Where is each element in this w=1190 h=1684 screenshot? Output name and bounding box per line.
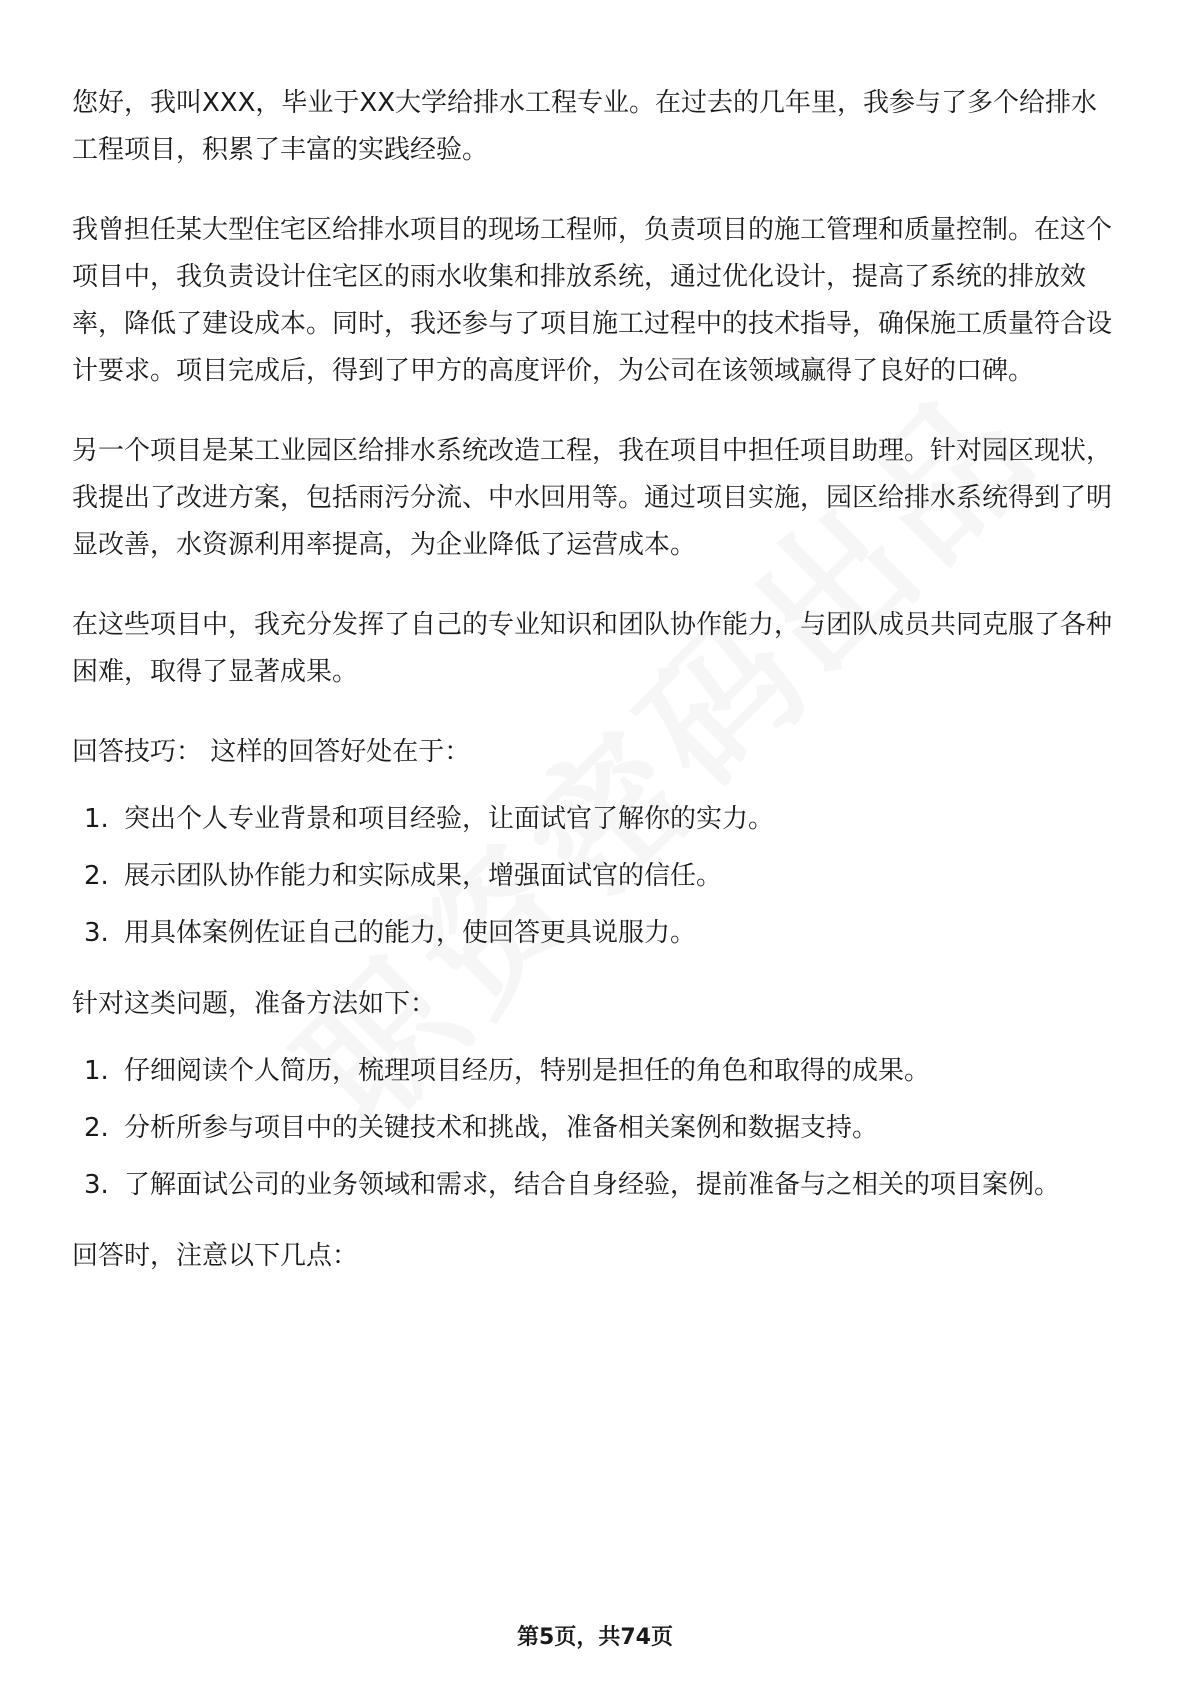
list-number: 2. (84, 1113, 109, 1143)
list-item-text: 用具体案例佐证自己的能力，使回答更具说服力。 (124, 918, 697, 948)
list-item (72, 910, 1118, 957)
list-number: 3. (84, 918, 109, 948)
list-item (72, 853, 1118, 900)
notes-heading: 回答时，注意以下几点： (72, 1241, 359, 1271)
list-item-text: 突出个人专业背景和项目经验，让面试官了解你的实力。 (124, 804, 775, 834)
paragraph-project-industrial: 另一个项目是某工业园区给排水系统改造工程，我在项目中担任项目助理。针对园区现状，我提出了改进方案，包括雨污分流、中水回用等。通过项目实施，园区给排水系统得到了明显改善，水资源利用率提高，为企业降低了运营成本。 (72, 436, 1113, 560)
document-body (72, 80, 1118, 1313)
list-item (72, 796, 1118, 843)
list-item-text: 分析所参与项目中的关键技术和挑战，准备相关案例和数据支持。 (124, 1113, 879, 1143)
list-number: 3. (84, 1170, 109, 1200)
paragraph-project-residential: 我曾担任某大型住宅区给排水项目的现场工程师，负责项目的施工管理和质量控制。在这个项目中，我负责设计住宅区的雨水收集和排放系统，通过优化设计，提高了系统的排放效率，降低了建设成本。同时，我还参与了项目施工过程中的技术指导，确保施工质量符合设计要求。项目完成后，得到了甲方的高度评价，为公司在该领域赢得了良好的口碑。 (72, 215, 1113, 386)
list-item-text: 展示团队协作能力和实际成果，增强面试官的信任。 (124, 861, 723, 891)
list-number: 1. (84, 804, 109, 834)
page-footer: 第5页，共74页 (517, 1625, 673, 1650)
list-number: 1. (84, 1056, 109, 1086)
paragraph-summary: 在这些项目中，我充分发挥了自己的专业知识和团队协作能力，与团队成员共同克服了各种困难，取得了显著成果。 (72, 610, 1113, 687)
paragraph-intro: 您好，我叫XXX，毕业于XX大学给排水工程专业。在过去的几年里，我参与了多个给排水工程项目，积累了丰富的实践经验。 (72, 88, 1098, 165)
tips-list (72, 796, 1118, 957)
list-item (72, 1105, 1118, 1152)
list-number: 2. (84, 861, 109, 891)
prep-heading: 针对这类问题，准备方法如下： (72, 989, 437, 1019)
prep-list (72, 1048, 1118, 1209)
list-item (72, 1048, 1118, 1095)
list-item (72, 1162, 1118, 1209)
list-item-text: 仔细阅读个人简历，梳理项目经历，特别是担任的角色和取得的成果。 (124, 1056, 931, 1086)
tips-heading: 回答技巧： 这样的回答好处在于： (72, 737, 471, 767)
list-item-text: 了解面试公司的业务领域和需求，结合自身经验，提前准备与之相关的项目案例。 (124, 1170, 1061, 1200)
